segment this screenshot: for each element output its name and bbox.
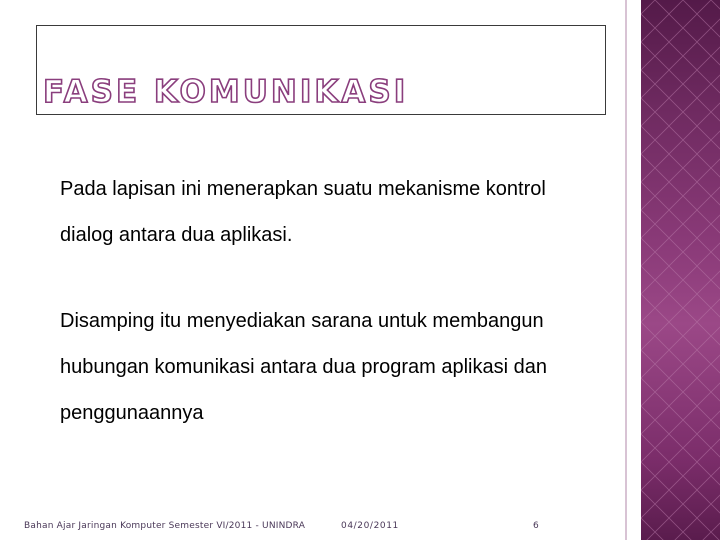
vertical-divider bbox=[625, 0, 627, 540]
slide-title: FASE KOMUNIKASI bbox=[43, 74, 409, 110]
footer-source: Bahan Ajar Jaringan Komputer Semester VI/2011 - UNINDRA bbox=[24, 521, 306, 531]
decorative-side-panel bbox=[641, 0, 720, 540]
body-paragraph-1: Pada lapisan ini menerapkan suatu mekanisme kontrol dialog antara dua aplikasi. bbox=[60, 178, 546, 246]
footer-date: 04/20/2011 bbox=[341, 521, 399, 531]
footer-page-number: 6 bbox=[533, 521, 539, 531]
diamond-pattern bbox=[641, 0, 720, 540]
body-paragraph-2: Disamping itu menyediakan sarana untuk membangun hubungan komunikasi antara dua program aplikasi dan penggunaannya bbox=[60, 310, 547, 424]
